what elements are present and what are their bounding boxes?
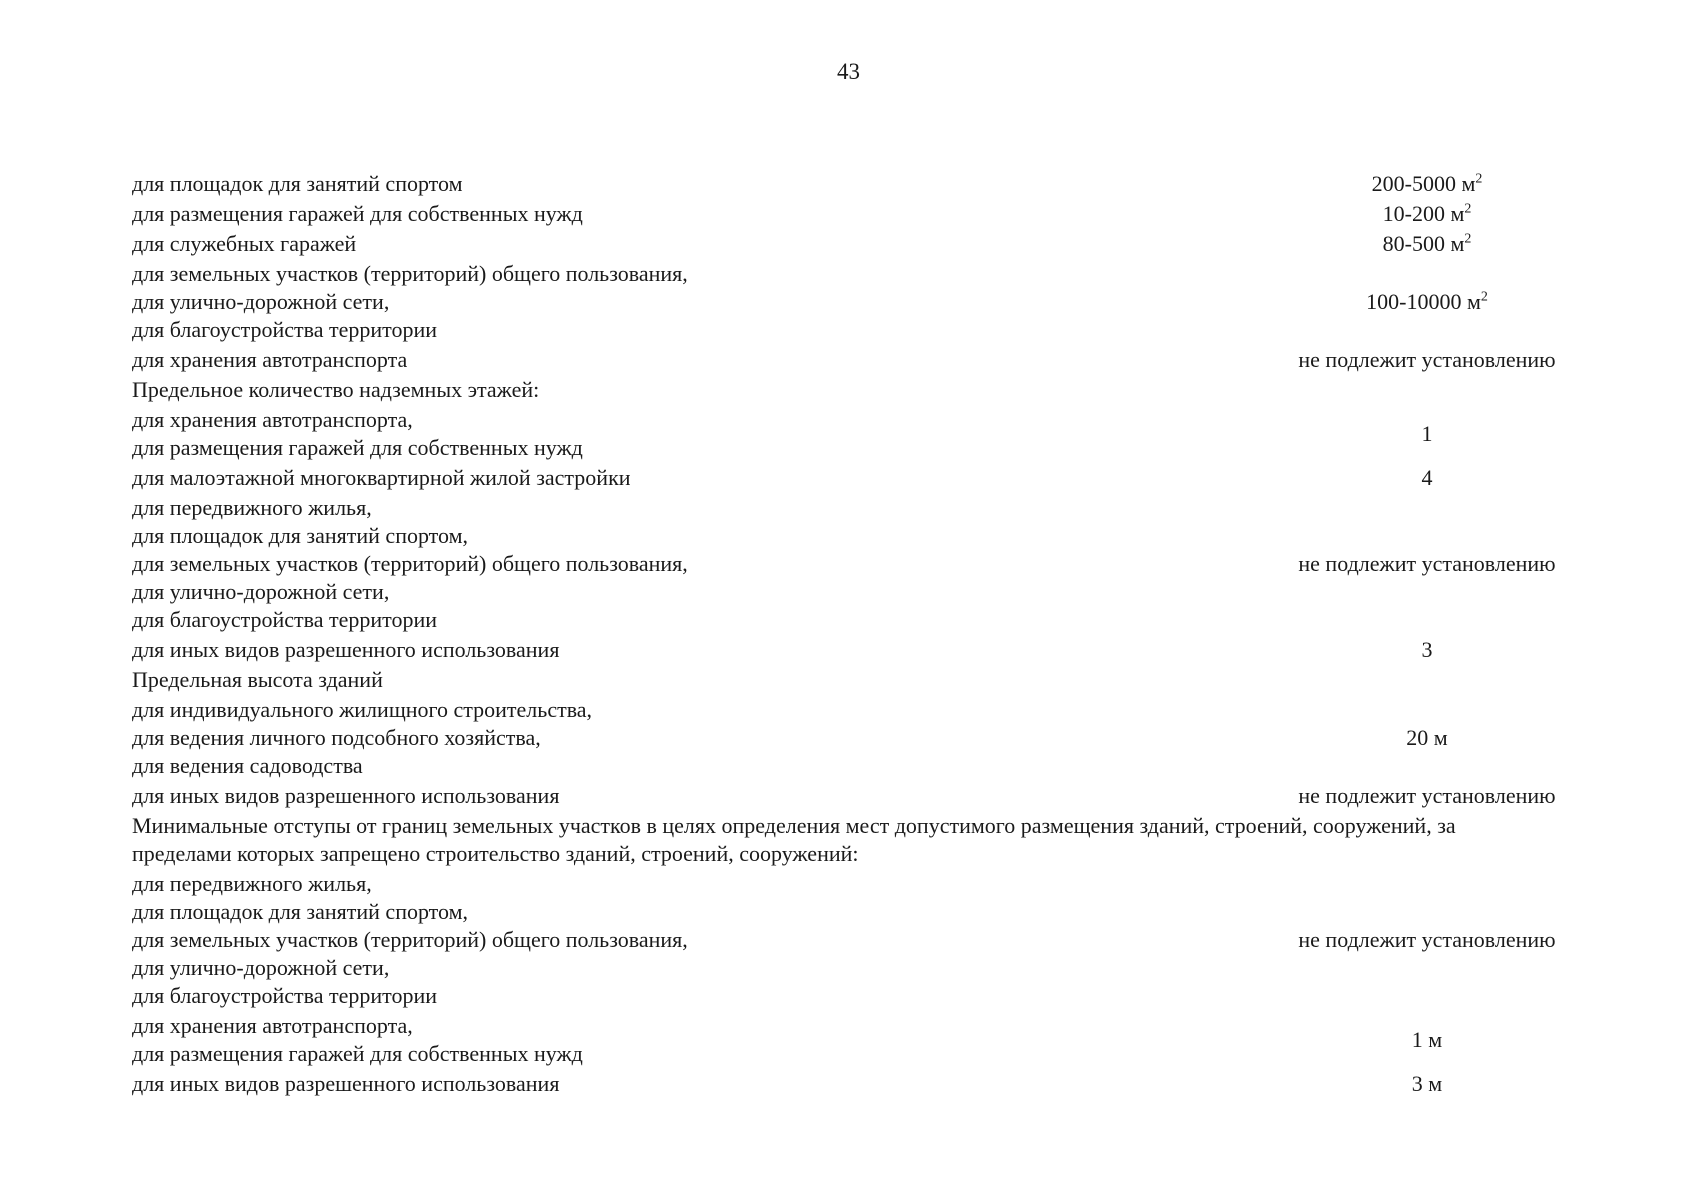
row-value-text: 1 [1421,421,1433,446]
row-description-line: для ведения личного подсобного хозяйства, [132,725,541,750]
table-row [132,636,1594,664]
table-row [132,1012,1594,1068]
row-value-text: 3 м [1411,1071,1443,1096]
row-description-line: для земельных участков (территорий) общего пользования, [132,927,688,952]
row-description-line: для служебных гаражей [132,231,357,256]
table-row [132,230,1594,258]
row-description [132,1012,1262,1068]
table-row [132,494,1594,634]
row-value [1262,550,1592,578]
row-value [1262,288,1592,316]
row-description [132,636,1262,664]
row-description [132,696,1262,780]
row-description-line: для благоустройства территории [132,317,438,342]
row-description-line: для улично-дорожной сети, [132,579,390,604]
table-row [132,260,1594,344]
row-value [1262,200,1592,228]
section-heading-line: Предельная высота зданий [132,667,383,692]
row-value [1262,420,1592,448]
row-description-line: для улично-дорожной сети, [132,289,390,314]
row-value-text: 4 [1421,465,1433,490]
row-description-line: для ведения садоводства [132,753,363,778]
row-description-line: для площадок для занятий спортом, [132,523,469,548]
row-description [132,230,1262,258]
row-description-line: для передвижного жилья, [132,871,372,896]
row-value [1262,170,1592,198]
table-row [132,406,1594,462]
row-value-text: не подлежит установлению [1298,347,1556,372]
row-value-superscript: 2 [1475,171,1483,187]
row-value-text: 3 [1421,637,1433,662]
row-description [132,1070,1262,1098]
row-value [1262,1070,1592,1098]
row-description [132,200,1262,228]
row-value-text: не подлежит установлению [1298,927,1556,952]
row-description-line: для размещения гаражей для собственных нужд [132,435,583,460]
row-description-line: для хранения автотранспорта [132,347,408,372]
row-description-line: для благоустройства территории [132,607,438,632]
row-value-superscript: 2 [1464,231,1472,247]
row-description-line: для размещения гаражей для собственных нужд [132,201,583,226]
section-heading-line: пределами которых запрещено строительство зданий, строений, сооружений: [132,841,859,866]
row-value-text: 100-10000 м [1366,289,1481,314]
page-number: 43 [837,59,860,84]
row-description-line: для площадок для занятий спортом [132,171,463,196]
row-description-line: для земельных участков (территорий) общего пользования, [132,261,688,286]
row-value [1262,782,1592,810]
section-heading-line: Предельное количество надземных этажей: [132,377,540,402]
section-heading [132,666,1594,694]
table-row [132,170,1594,198]
row-value-text: 10-200 м [1382,201,1465,226]
row-value [1262,1026,1592,1054]
row-description [132,782,1262,810]
table-row [132,696,1594,780]
regulations-table [132,170,1594,1100]
row-description-line: для иных видов разрешенного использования [132,783,560,808]
table-row [132,346,1594,374]
row-description-line: для иных видов разрешенного использования [132,1071,560,1096]
row-description-line: для малоэтажной многоквартирной жилой застройки [132,465,631,490]
row-value-text: 80-500 м [1382,231,1465,256]
row-description [132,494,1262,634]
row-value-superscript: 2 [1464,201,1472,217]
row-value-text: 1 м [1411,1027,1443,1052]
row-description-line: для площадок для занятий спортом, [132,899,469,924]
table-row [132,870,1594,1010]
row-description [132,260,1262,344]
row-description [132,346,1262,374]
section-heading [132,376,1594,404]
row-description-line: для земельных участков (территорий) общего пользования, [132,551,688,576]
row-description-line: для благоустройства территории [132,983,438,1008]
row-value-text: не подлежит установлению [1298,551,1556,576]
row-value-text: не подлежит установлению [1298,783,1556,808]
row-value-superscript: 2 [1480,289,1488,305]
row-description-line: для передвижного жилья, [132,495,372,520]
table-row [132,1070,1594,1098]
table-row [132,464,1594,492]
row-description [132,170,1262,198]
row-description-line: для хранения автотранспорта, [132,1013,413,1038]
row-value-text: 20 м [1406,725,1448,750]
row-value [1262,464,1592,492]
row-description [132,870,1262,1010]
row-description-line: для размещения гаражей для собственных нужд [132,1041,583,1066]
table-row [132,200,1594,228]
section-heading [132,812,1594,868]
row-value [1262,636,1592,664]
row-value [1262,346,1592,374]
row-description-line: для хранения автотранспорта, [132,407,413,432]
row-description-line: для улично-дорожной сети, [132,955,390,980]
row-value [1262,230,1592,258]
row-description [132,464,1262,492]
row-description-line: для индивидуального жилищного строительства, [132,697,593,722]
row-value [1262,724,1592,752]
section-heading-line: Минимальные отступы от границ земельных участков в целях определения мест допустимого размещения зданий, строений, сооружений, за [132,813,1456,838]
row-description-line: для иных видов разрешенного использования [132,637,560,662]
row-value-text: 200-5000 м [1371,171,1476,196]
row-value [1262,926,1592,954]
row-description [132,406,1262,462]
table-row [132,782,1594,810]
